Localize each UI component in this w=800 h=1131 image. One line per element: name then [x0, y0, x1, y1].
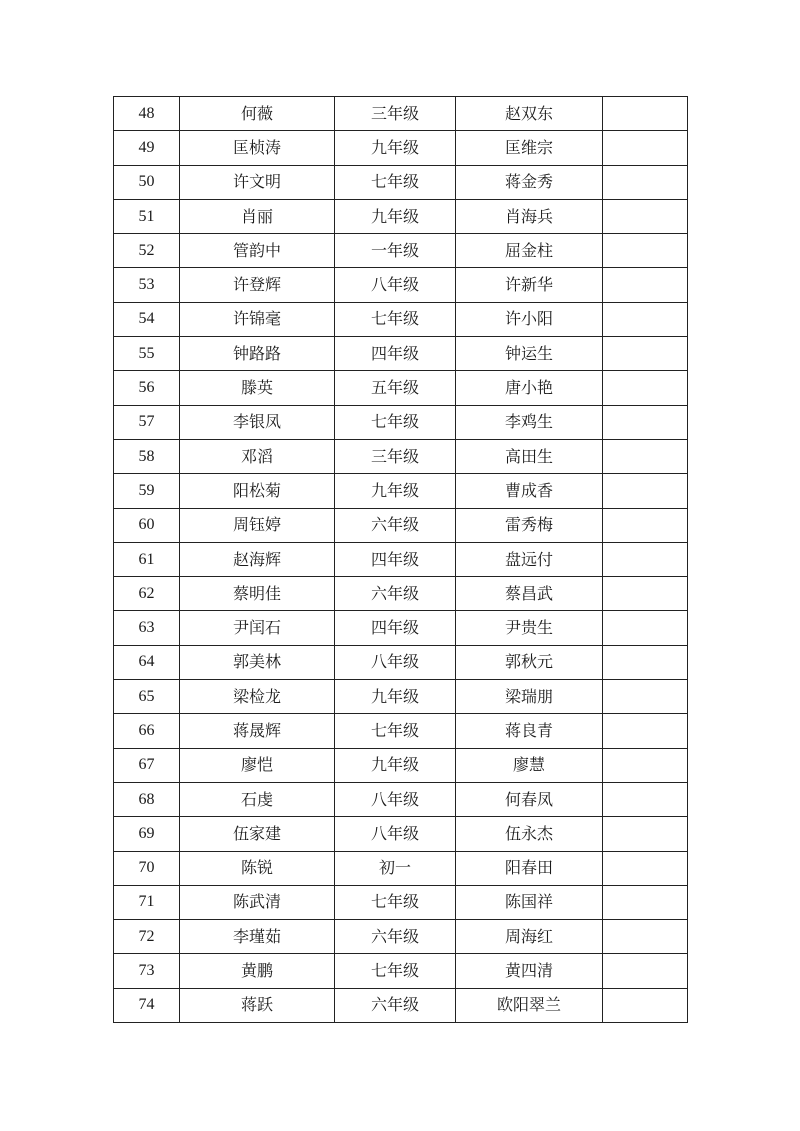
- table-row: [114, 920, 688, 954]
- remark-cell: [603, 268, 688, 302]
- parent-name: 周海红: [456, 920, 603, 954]
- grade-level: 九年级: [335, 474, 456, 508]
- parent-name: 阳春田: [456, 851, 603, 885]
- student-name: 梁检龙: [180, 680, 335, 714]
- remark-cell: [603, 920, 688, 954]
- table-row: [114, 508, 688, 542]
- parent-name: 何春凤: [456, 782, 603, 816]
- parent-name: 欧阳翠兰: [456, 988, 603, 1022]
- grade-level: 八年级: [335, 645, 456, 679]
- grade-level: 三年级: [335, 439, 456, 473]
- student-name: 周钰婷: [180, 508, 335, 542]
- grade-level: 四年级: [335, 611, 456, 645]
- table-row: [114, 439, 688, 473]
- parent-name: 蒋金秀: [456, 165, 603, 199]
- student-name: 肖丽: [180, 199, 335, 233]
- row-number: 71: [114, 885, 180, 919]
- row-number: 56: [114, 371, 180, 405]
- remark-cell: [603, 645, 688, 679]
- row-number: 55: [114, 337, 180, 371]
- grade-level: 九年级: [335, 131, 456, 165]
- row-number: 61: [114, 542, 180, 576]
- row-number: 57: [114, 405, 180, 439]
- remark-cell: [603, 542, 688, 576]
- student-name: 何薇: [180, 97, 335, 131]
- table-row: [114, 542, 688, 576]
- row-number: 60: [114, 508, 180, 542]
- row-number: 59: [114, 474, 180, 508]
- student-name: 邓滔: [180, 439, 335, 473]
- parent-name: 蒋良青: [456, 714, 603, 748]
- remark-cell: [603, 234, 688, 268]
- table-row: [114, 954, 688, 988]
- parent-name: 曹成香: [456, 474, 603, 508]
- parent-name: 肖海兵: [456, 199, 603, 233]
- parent-name: 李鸡生: [456, 405, 603, 439]
- grade-level: 初一: [335, 851, 456, 885]
- remark-cell: [603, 371, 688, 405]
- remark-cell: [603, 851, 688, 885]
- table-row: [114, 131, 688, 165]
- parent-name: 陈国祥: [456, 885, 603, 919]
- remark-cell: [603, 577, 688, 611]
- table-row: [114, 748, 688, 782]
- row-number: 65: [114, 680, 180, 714]
- remark-cell: [603, 199, 688, 233]
- table-row: [114, 817, 688, 851]
- row-number: 54: [114, 302, 180, 336]
- parent-name: 廖慧: [456, 748, 603, 782]
- remark-cell: [603, 131, 688, 165]
- student-name: 李瑾茹: [180, 920, 335, 954]
- remark-cell: [603, 405, 688, 439]
- grade-level: 七年级: [335, 165, 456, 199]
- parent-name: 唐小艳: [456, 371, 603, 405]
- remark-cell: [603, 439, 688, 473]
- student-table-body: [114, 97, 688, 1023]
- row-number: 62: [114, 577, 180, 611]
- parent-name: 伍永杰: [456, 817, 603, 851]
- student-name: 尹闰石: [180, 611, 335, 645]
- row-number: 53: [114, 268, 180, 302]
- row-number: 72: [114, 920, 180, 954]
- grade-level: 五年级: [335, 371, 456, 405]
- remark-cell: [603, 782, 688, 816]
- remark-cell: [603, 165, 688, 199]
- remark-cell: [603, 611, 688, 645]
- table-row: [114, 337, 688, 371]
- grade-level: 六年级: [335, 577, 456, 611]
- student-name: 陈武清: [180, 885, 335, 919]
- student-name: 石虔: [180, 782, 335, 816]
- parent-name: 匡维宗: [456, 131, 603, 165]
- parent-name: 雷秀梅: [456, 508, 603, 542]
- table-row: [114, 988, 688, 1022]
- row-number: 74: [114, 988, 180, 1022]
- student-name: 钟路路: [180, 337, 335, 371]
- remark-cell: [603, 302, 688, 336]
- parent-name: 盘远付: [456, 542, 603, 576]
- grade-level: 六年级: [335, 508, 456, 542]
- table-row: [114, 782, 688, 816]
- row-number: 58: [114, 439, 180, 473]
- remark-cell: [603, 714, 688, 748]
- row-number: 66: [114, 714, 180, 748]
- parent-name: 蔡昌武: [456, 577, 603, 611]
- remark-cell: [603, 337, 688, 371]
- parent-name: 屈金柱: [456, 234, 603, 268]
- parent-name: 赵双东: [456, 97, 603, 131]
- table-row: [114, 234, 688, 268]
- grade-level: 八年级: [335, 268, 456, 302]
- student-name: 许文明: [180, 165, 335, 199]
- row-number: 68: [114, 782, 180, 816]
- parent-name: 尹贵生: [456, 611, 603, 645]
- grade-level: 七年级: [335, 405, 456, 439]
- table-row: [114, 97, 688, 131]
- row-number: 51: [114, 199, 180, 233]
- row-number: 64: [114, 645, 180, 679]
- student-name: 滕英: [180, 371, 335, 405]
- remark-cell: [603, 817, 688, 851]
- remark-cell: [603, 474, 688, 508]
- row-number: 73: [114, 954, 180, 988]
- table-row: [114, 611, 688, 645]
- student-name: 赵海辉: [180, 542, 335, 576]
- row-number: 49: [114, 131, 180, 165]
- row-number: 63: [114, 611, 180, 645]
- row-number: 50: [114, 165, 180, 199]
- row-number: 67: [114, 748, 180, 782]
- table-row: [114, 302, 688, 336]
- student-name: 蔡明佳: [180, 577, 335, 611]
- table-row: [114, 577, 688, 611]
- row-number: 48: [114, 97, 180, 131]
- student-name: 郭美林: [180, 645, 335, 679]
- grade-level: 四年级: [335, 542, 456, 576]
- grade-level: 四年级: [335, 337, 456, 371]
- table-row: [114, 680, 688, 714]
- parent-name: 黄四清: [456, 954, 603, 988]
- row-number: 69: [114, 817, 180, 851]
- student-table: [113, 96, 688, 1023]
- parent-name: 梁瑞朋: [456, 680, 603, 714]
- grade-level: 三年级: [335, 97, 456, 131]
- table-row: [114, 268, 688, 302]
- grade-level: 七年级: [335, 302, 456, 336]
- grade-level: 一年级: [335, 234, 456, 268]
- grade-level: 七年级: [335, 954, 456, 988]
- student-name: 蒋晟辉: [180, 714, 335, 748]
- table-row: [114, 405, 688, 439]
- remark-cell: [603, 508, 688, 542]
- remark-cell: [603, 885, 688, 919]
- student-name: 许锦毫: [180, 302, 335, 336]
- student-name: 管韵中: [180, 234, 335, 268]
- remark-cell: [603, 954, 688, 988]
- student-name: 李银凤: [180, 405, 335, 439]
- parent-name: 许小阳: [456, 302, 603, 336]
- grade-level: 七年级: [335, 885, 456, 919]
- remark-cell: [603, 748, 688, 782]
- remark-cell: [603, 988, 688, 1022]
- table-row: [114, 851, 688, 885]
- row-number: 52: [114, 234, 180, 268]
- student-name: 匡桢涛: [180, 131, 335, 165]
- remark-cell: [603, 680, 688, 714]
- row-number: 70: [114, 851, 180, 885]
- student-name: 陈锐: [180, 851, 335, 885]
- grade-level: 六年级: [335, 920, 456, 954]
- table-row: [114, 371, 688, 405]
- grade-level: 八年级: [335, 817, 456, 851]
- student-name: 黄鹏: [180, 954, 335, 988]
- table-row: [114, 165, 688, 199]
- student-name: 许登辉: [180, 268, 335, 302]
- student-name: 蒋跃: [180, 988, 335, 1022]
- parent-name: 钟运生: [456, 337, 603, 371]
- table-row: [114, 645, 688, 679]
- student-name: 阳松菊: [180, 474, 335, 508]
- grade-level: 八年级: [335, 782, 456, 816]
- table-row: [114, 199, 688, 233]
- table-row: [114, 474, 688, 508]
- grade-level: 九年级: [335, 748, 456, 782]
- student-name: 伍家建: [180, 817, 335, 851]
- parent-name: 高田生: [456, 439, 603, 473]
- grade-level: 七年级: [335, 714, 456, 748]
- parent-name: 许新华: [456, 268, 603, 302]
- grade-level: 九年级: [335, 680, 456, 714]
- table-row: [114, 714, 688, 748]
- student-name: 廖恺: [180, 748, 335, 782]
- parent-name: 郭秋元: [456, 645, 603, 679]
- grade-level: 六年级: [335, 988, 456, 1022]
- remark-cell: [603, 97, 688, 131]
- grade-level: 九年级: [335, 199, 456, 233]
- table-row: [114, 885, 688, 919]
